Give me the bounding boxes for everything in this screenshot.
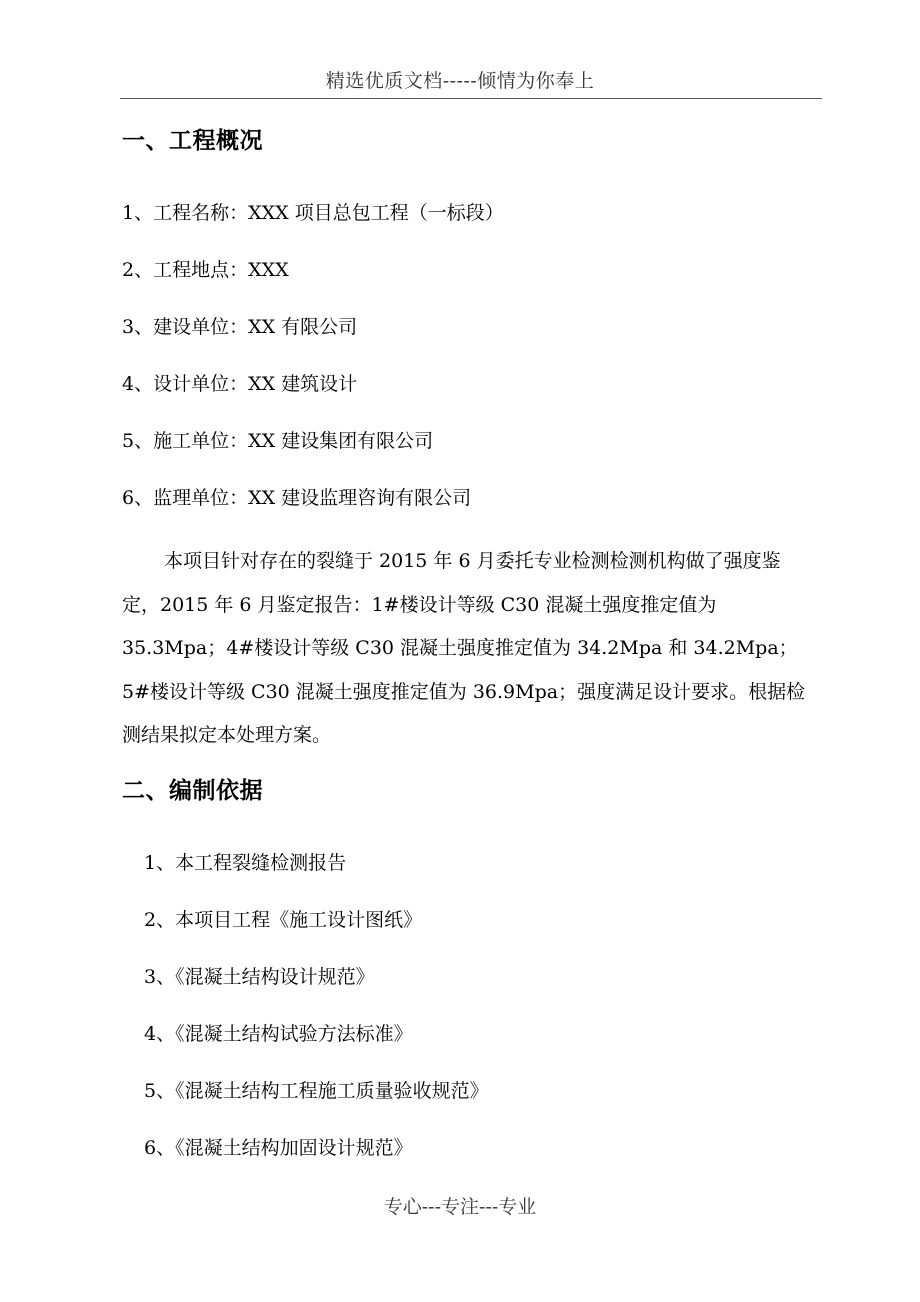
client-unit-line: 3、建设单位：XX 有限公司 (122, 316, 358, 338)
section-title-overview: 一、工程概况 (122, 128, 263, 154)
project-name-line: 1、工程名称：XXX 项目总包工程（一标段） (122, 202, 504, 224)
header-divider (120, 98, 822, 99)
design-unit-line: 4、设计单位：XX 建筑设计 (122, 373, 358, 395)
construction-unit-line: 5、施工单位：XX 建设集团有限公司 (122, 430, 434, 452)
page-header: 精选优质文档-----倾情为你奉上 (325, 70, 595, 92)
inspection-summary-paragraph: 本项目针对存在的裂缝于 2015 年 6 月委托专业检测检测机构做了强度鉴定，2015 年 6 月鉴定报告：1#楼设计等级 C30 混凝土强度推定值为 35.3Mpa；4#楼设计等级 C30 混凝土强度推定值为 34.2Mpa 和 34.2Mpa；5#楼设计等级 C30 混凝土强度推定值为 36.9Mpa；强度满足设计要求。根据检测结果拟定本处理方案。 (122, 550, 806, 746)
basis-item-6: 6、《混凝土结构加固设计规范》 (144, 1137, 413, 1159)
basis-item-5: 5、《混凝土结构工程施工质量验收规范》 (144, 1080, 489, 1102)
basis-item-2: 2、本项目工程《施工设计图纸》 (144, 909, 423, 931)
basis-item-3: 3、《混凝土结构设计规范》 (144, 966, 375, 988)
basis-item-1: 1、本工程裂缝检测报告 (144, 852, 347, 874)
supervision-unit-line: 6、监理单位：XX 建设监理咨询有限公司 (122, 487, 472, 509)
section-title-basis: 二、编制依据 (122, 778, 263, 804)
basis-item-4: 4、《混凝土结构试验方法标准》 (144, 1023, 413, 1045)
page-footer: 专心---专注---专业 (383, 1196, 537, 1218)
project-location-line: 2、工程地点：XXX (122, 259, 289, 281)
